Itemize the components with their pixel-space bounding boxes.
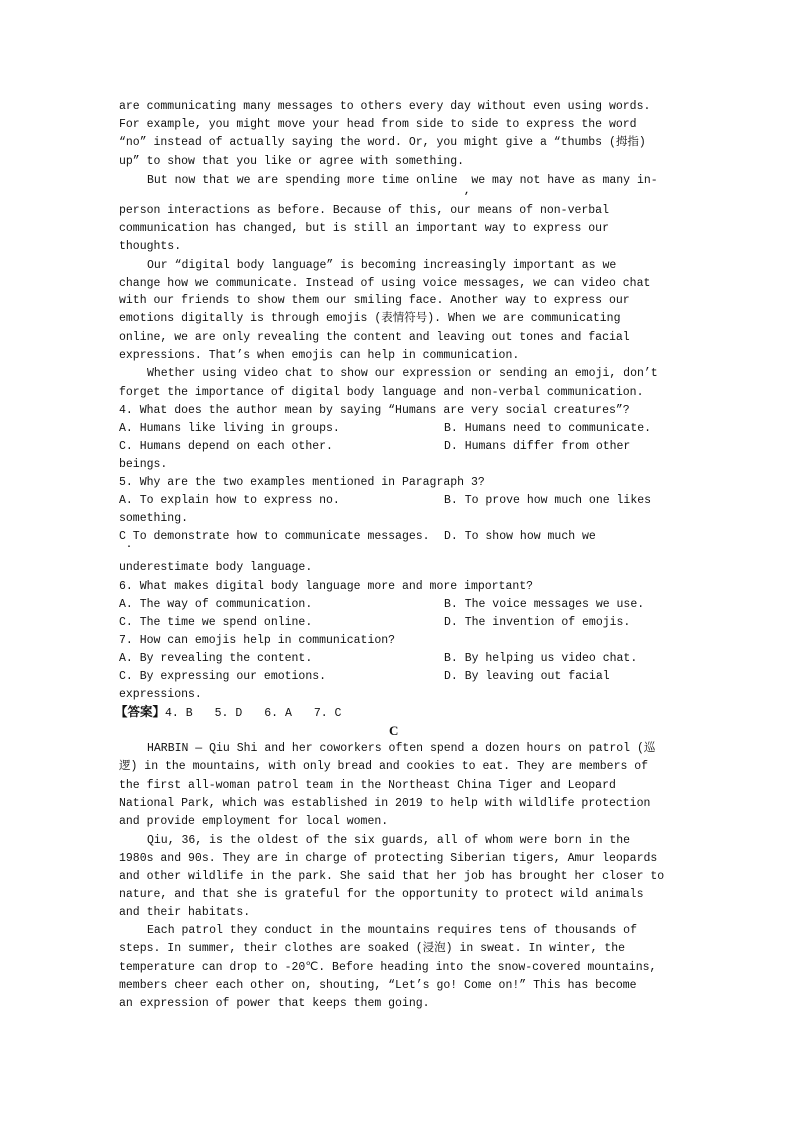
text-line: are communicating many messages to others every day without even using words. xyxy=(119,100,651,113)
option-row xyxy=(119,616,631,630)
text-line: expressions. That’s when emojis can help in communication. xyxy=(119,349,520,362)
passage-c-line: steps. In summer, their clothes are soaked (浸泡) in sweat. In winter, the xyxy=(119,942,626,955)
option-left: A. The way of communication. xyxy=(119,598,313,611)
passage-c-line: an expression of power that keeps them going. xyxy=(119,997,430,1010)
option-row xyxy=(119,494,652,508)
option-row xyxy=(119,652,638,666)
text-line: with our friends to show them our smiling face. Another way to express our xyxy=(119,294,630,307)
text-line: thoughts. xyxy=(119,240,182,253)
text-line: For example, you might move your head from side to side to express the word xyxy=(119,118,637,131)
passage-c-line: and their habitats. xyxy=(119,906,251,919)
option-row xyxy=(119,670,610,684)
option-right: D. To show how much we xyxy=(444,530,596,543)
stray-dot-mark: · xyxy=(126,542,133,553)
option-right: B. Humans need to communicate. xyxy=(444,422,652,435)
text-line: person interactions as before. Because of this, our means of non-verbal xyxy=(119,204,609,217)
text-line: underestimate body language. xyxy=(119,561,313,574)
answer-item: 6. A xyxy=(264,707,292,720)
passage-c-line: National Park, which was established in 2019 to help with wildlife protection xyxy=(119,797,651,810)
option-left: A. By revealing the content. xyxy=(119,652,313,665)
passage-c-line: the first all-woman patrol team in the Northeast China Tiger and Leopard xyxy=(119,779,616,792)
answer-label: 【答案】 xyxy=(115,704,166,719)
text-line: emotions digitally is through emojis (表情符号). When we are communicating xyxy=(119,312,621,325)
text-line: 7. How can emojis help in communication? xyxy=(119,634,396,647)
text-line: 4. What does the author mean by saying “Humans are very social creatures”? xyxy=(119,404,630,417)
passage-c-line: Each patrol they conduct in the mountains requires tens of thousands of xyxy=(147,924,637,937)
answer-item: 4. B xyxy=(165,707,193,720)
option-right: B. By helping us video chat. xyxy=(444,652,638,665)
text-line: communication has changed, but is still an important way to express our xyxy=(119,222,609,235)
option-right: B. To prove how much one likes xyxy=(444,494,652,507)
option-right: D. By leaving out facial xyxy=(444,670,610,683)
answer-item: 7. C xyxy=(313,707,342,720)
option-row xyxy=(119,440,631,454)
option-left: C. Humans depend on each other. xyxy=(119,440,333,453)
option-left: C. By expressing our emotions. xyxy=(119,670,327,683)
option-left: A. To explain how to express no. xyxy=(119,494,340,507)
text-line: up” to show that you like or agree with something. xyxy=(119,155,465,168)
stray-comma-mark: , xyxy=(464,186,471,197)
passage-c-line: nature, and that she is grateful for the opportunity to protect wild animals xyxy=(119,888,644,901)
text-line: expressions. xyxy=(119,688,202,701)
text-line: 6. What makes digital body language more and more important? xyxy=(119,580,534,593)
option-right: B. The voice messages we use. xyxy=(444,598,645,611)
option-left: A. Humans like living in groups. xyxy=(119,422,340,435)
option-right: D. Humans differ from other xyxy=(444,440,631,453)
text-line: “no” instead of actually saying the word. Or, you might give a “thumbs (拇指) xyxy=(119,136,646,149)
passage-c-line: Qiu, 36, is the oldest of the six guards, all of whom were born in the xyxy=(147,834,631,847)
passage-c-line: HARBIN — Qiu Shi and her coworkers often spend a dozen hours on patrol (巡 xyxy=(147,742,656,755)
text-line: beings. xyxy=(119,458,168,471)
passage-c-line: and provide employment for local women. xyxy=(119,815,389,828)
text-line: online, we are only revealing the content and leaving out tones and facial xyxy=(119,331,630,344)
answer-key xyxy=(115,705,363,721)
section-title: C xyxy=(389,723,399,738)
text-line: something. xyxy=(119,512,189,525)
text-line: Whether using video chat to show our expression or sending an emoji, don’t xyxy=(147,367,658,380)
text-line: change how we communicate. Instead of using voice messages, we can video chat xyxy=(119,277,651,290)
passage-c-line: 逻) in the mountains, with only bread and cookies to eat. They are members of xyxy=(119,760,649,773)
option-right: D. The invention of emojis. xyxy=(444,616,631,629)
passage-c-line: temperature can drop to -20℃. Before heading into the snow-covered mountains, xyxy=(119,961,657,974)
text-line: But now that we are spending more time online we may not have as many in- xyxy=(147,174,658,187)
passage-c-line: members cheer each other on, shouting, “Let’s go! Come on!” This has become xyxy=(119,979,637,992)
option-left: C. The time we spend online. xyxy=(119,616,313,629)
option-row xyxy=(119,598,645,612)
passage-c-line: 1980s and 90s. They are in charge of protecting Siberian tigers, Amur leopards xyxy=(119,852,658,865)
option-row xyxy=(119,530,596,544)
text-line: forget the importance of digital body language and non-verbal communication. xyxy=(119,386,644,399)
option-left: C To demonstrate how to communicate messages. xyxy=(119,530,430,543)
text-line: 5. Why are the two examples mentioned in Paragraph 3? xyxy=(119,476,485,489)
option-row xyxy=(119,422,652,436)
text-line: Our “digital body language” is becoming increasingly important as we xyxy=(147,259,617,272)
answer-item: 5. D xyxy=(214,707,243,720)
passage-c-line: and other wildlife in the park. She said that her job has brought her closer to xyxy=(119,870,665,883)
